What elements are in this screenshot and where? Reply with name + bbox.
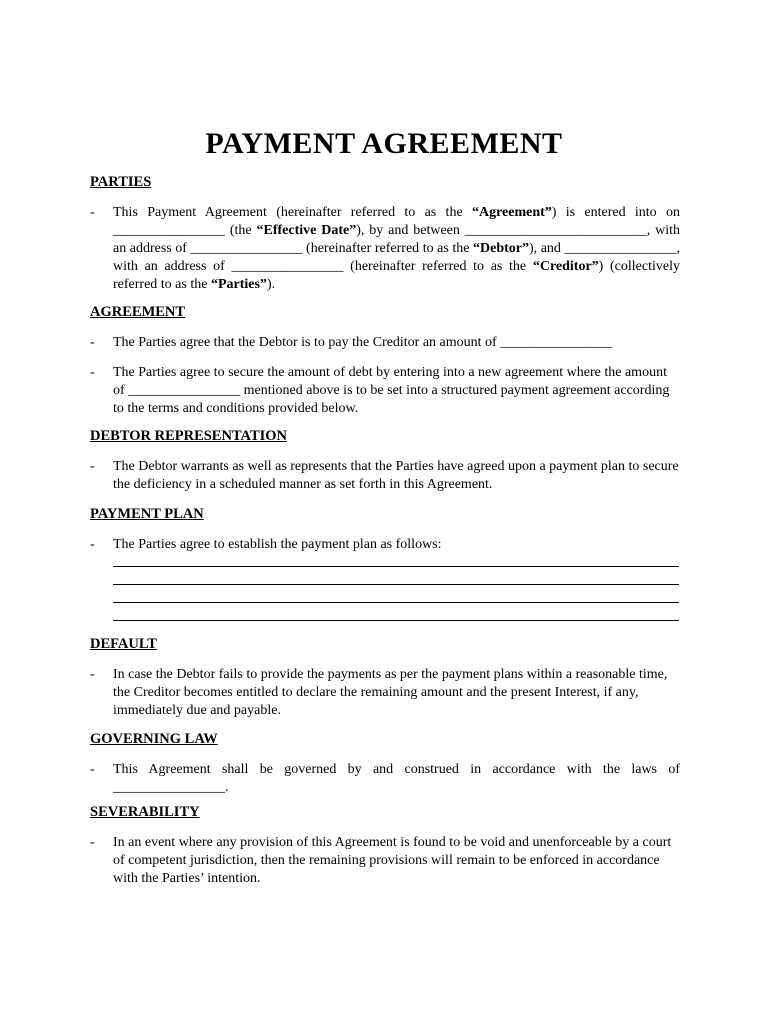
agreement-item-2 <box>90 364 680 418</box>
list-dash: - <box>90 365 95 380</box>
blank-effective-date[interactable]: ________________ <box>113 223 225 238</box>
term-creditor: “Creditor” <box>532 259 599 274</box>
severability-item <box>90 834 680 888</box>
list-dash: - <box>90 667 95 682</box>
list-dash: - <box>90 459 95 474</box>
text-run: , with an address of <box>113 241 680 274</box>
blank-debtor-address[interactable]: ________________ <box>190 241 303 256</box>
text-run: (the <box>225 223 257 238</box>
debtor-representation-item <box>90 458 680 494</box>
term-effective-date: “Effective Date” <box>256 223 357 238</box>
text-run: , with an address of <box>113 223 681 256</box>
governing-law-item <box>90 761 680 797</box>
heading-governing-law: GOVERNING LAW <box>90 731 218 747</box>
parties-paragraph <box>90 204 680 294</box>
document-title: PAYMENT AGREEMENT <box>205 127 563 160</box>
heading-debtor-representation: DEBTOR REPRESENTATION <box>90 428 288 444</box>
term-agreement: “Agreement” <box>471 205 552 220</box>
list-dash: - <box>90 205 95 220</box>
list-dash: - <box>90 762 95 777</box>
list-dash: - <box>90 835 95 850</box>
term-parties: “Parties” <box>210 277 267 292</box>
governing-law-text: This Agreement shall be governed by and construed in accordance with the laws of ________________. <box>113 762 680 795</box>
parties-text <box>113 204 680 294</box>
heading-severability: SEVERABILITY <box>90 804 200 820</box>
agreement-item-1 <box>90 334 680 352</box>
list-dash: - <box>90 335 95 350</box>
heading-agreement: AGREEMENT <box>90 304 186 320</box>
text-run: ) (collectively referred to as the <box>113 259 680 292</box>
text-run: ). <box>266 277 276 292</box>
blank-creditor-name[interactable]: ________________ <box>564 241 677 256</box>
text-run: (hereinafter referred to as the <box>343 259 533 274</box>
payment-plan-blank-line[interactable] <box>113 584 679 585</box>
agreement-text-2: The Parties agree to secure the amount of debt by entering into a new agreement where the amount of ________________ mentioned above is to be set into a structured payment agreement according to the terms and conditions provided below. <box>113 365 670 416</box>
heading-payment-plan: PAYMENT PLAN <box>90 506 204 522</box>
heading-parties: PARTIES <box>90 174 152 190</box>
blank-creditor-address[interactable]: ________________ <box>231 259 344 274</box>
payment-plan-item <box>90 536 680 554</box>
term-debtor: “Debtor” <box>473 241 530 256</box>
debtor-representation-text: The Debtor warrants as well as represents that the Parties have agreed upon a payment plan to secure the deficiency in a scheduled manner as set forth in this Agreement. <box>113 459 679 492</box>
payment-plan-blank-line[interactable] <box>113 620 679 621</box>
text-run: This Payment Agreement (hereinafter referred to as the <box>113 205 472 220</box>
text-run: ), and <box>529 241 565 256</box>
text-run: (hereinafter referred to as the <box>302 241 474 256</box>
payment-plan-text: The Parties agree to establish the payment plan as follows: <box>113 537 442 552</box>
text-run: ) is entered into on <box>551 205 680 220</box>
default-item <box>90 666 680 720</box>
list-dash: - <box>90 537 95 552</box>
payment-plan-blank-line[interactable] <box>113 602 679 603</box>
payment-plan-blank-line[interactable] <box>113 566 679 567</box>
heading-default: DEFAULT <box>90 636 157 652</box>
text-run: ), by and between <box>356 223 465 238</box>
blank-debtor-name[interactable]: __________________________ <box>464 223 647 238</box>
default-text: In case the Debtor fails to provide the payments as per the payment plans within a reasonable time, the Creditor becomes entitled to declare the remaining amount and the present Interest, if any, immediately due and payable. <box>113 667 668 718</box>
severability-text: In an event where any provision of this Agreement is found to be void and unenforceable by a court of competent jurisdiction, then the remaining provisions will remain to be enforced in accordance with the Parties’ intention. <box>113 835 672 886</box>
agreement-text-1: The Parties agree that the Debtor is to pay the Creditor an amount of ________________ <box>113 335 613 350</box>
